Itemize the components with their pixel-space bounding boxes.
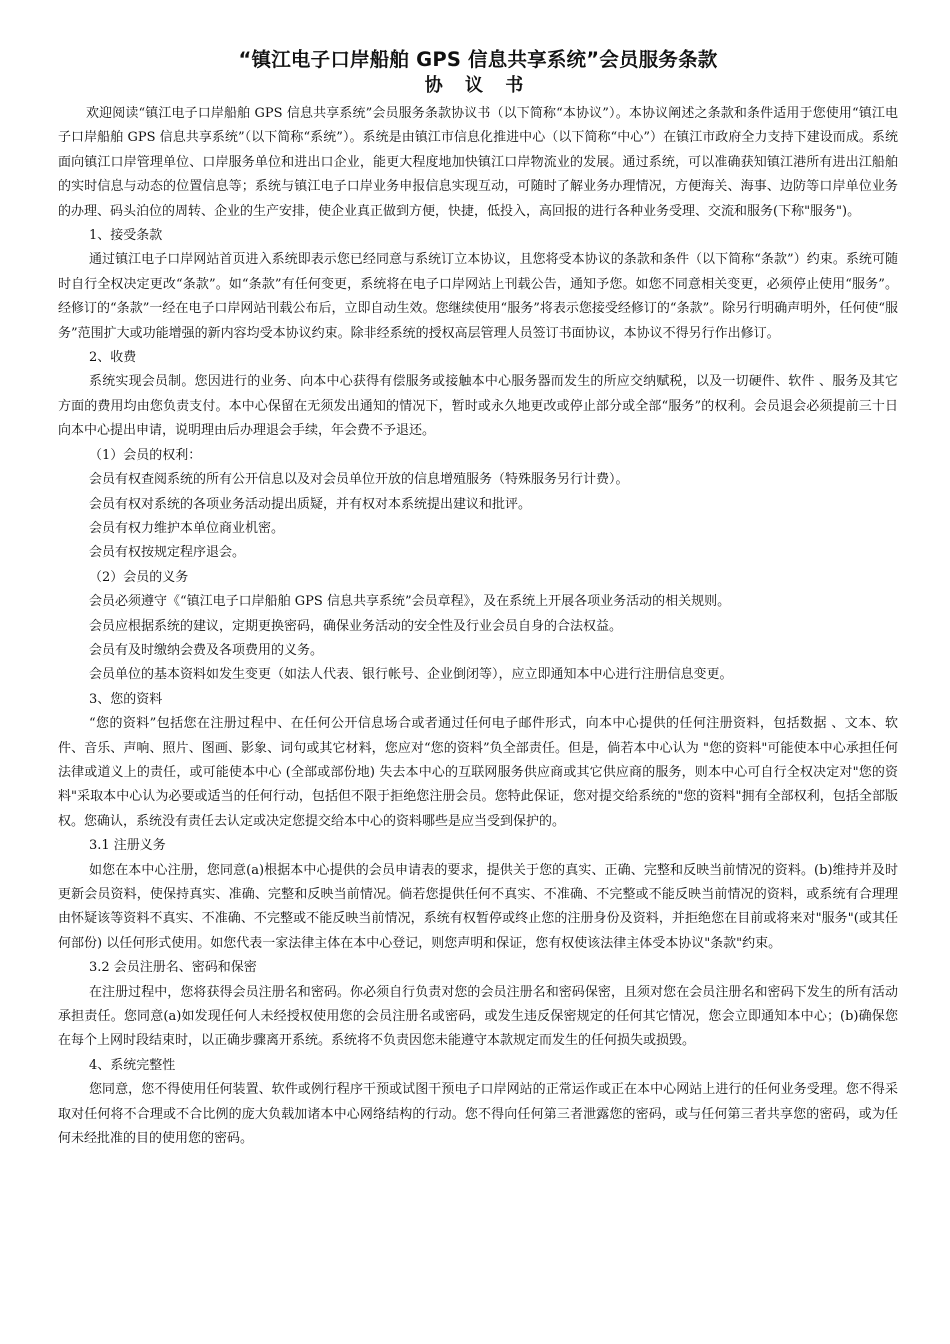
list-item: 会员必须遵守《“镇江电子口岸船舶 GPS 信息共享系统”会员章程》，及在系统上开展各项业务活动的相关规则。	[89, 594, 731, 610]
document-body	[58, 102, 898, 1151]
list-item: 会员有权查阅系统的所有公开信息以及对会员单位开放的信息增殖服务（特殊服务另行计费）。	[89, 472, 629, 488]
subsection-heading: （2）会员的义务	[89, 569, 189, 585]
intro-paragraph: 欢迎阅读“镇江电子口岸船舶 GPS 信息共享系统”会员服务条款协议书（以下简称“本协议”）。本协议阐述之条款和条件适用于您使用“镇江电子口岸船舶 GPS 信息共享系统”（以下简称“系统”）。系统是由镇江市信息化推进中心（以下简称“中心”）在镇江市政府全力支持下建设而成。系统面向镇江口岸管理单位、口岸服务单位和进出口企业，能更大程度地加快镇江口岸物流业的发展。通过系统，可以准确获知镇江港所有进出江船舶的实时信息与动态的位置信息等；系统与镇江电子口岸业务申报信息实现互动，可随时了解业务办理情况，方便海关、海事、边防等口岸单位业务的办理、码头泊位的周转、企业的生产安排，使企业真正做到方便，快捷，低投入，高回报的进行各种业务受理、交流和服务(下称"服务")。	[58, 106, 898, 219]
section-heading: 2、收费	[89, 350, 137, 366]
list-item: 会员有及时缴纳会费及各项费用的义务。	[89, 642, 324, 658]
body-paragraph: 在注册过程中，您将获得会员注册名和密码。你必须自行负责对您的会员注册名和密码保密，且须对您在会员注册名和密码下发生的所有活动承担责任。您同意(a)如发现任何人未经授权使用您的会员注册名或密码，或发生违反保密规定的任何其它情况，您会立即通知本中心；(b)确保您在每个上网时段结束时，以正确步骤离开系统。系统将不负责因您未能遵守本款规定而发生的任何损失或损毁。	[58, 984, 898, 1049]
list-item: 会员有权对系统的各项业务活动提出质疑，并有权对本系统提出建议和批评。	[89, 496, 532, 512]
subsection-heading: 3.2 会员注册名、密码和保密	[89, 960, 257, 976]
section-heading: 4、系统完整性	[89, 1057, 176, 1073]
list-item: 会员应根据系统的建议，定期更换密码，确保业务活动的安全性及行业会员自身的合法权益。	[89, 618, 623, 634]
body-paragraph: 如您在本中心注册，您同意(a)根据本中心提供的会员申请表的要求，提供关于您的真实、正确、完整和反映当前情况的资料。(b)维持并及时更新会员资料，使保持真实、准确、完整和反映当前情况。倘若您提供任何不真实、不准确、不完整或不能反映当前情况的资料，或系统有合理理由怀疑该等资料不真实、不准确、不完整或不能反映当前情况，系统有权暂停或终止您的注册身份及资料，并拒绝您在目前或将来对"服务"(或其任何部份) 以任何形式使用。如您代表一家法律主体在本中心登记，则您声明和保证，您有权使该法律主体受本协议"条款"约束。	[58, 862, 898, 951]
section-heading: 1、接受条款	[89, 228, 163, 244]
document-title: “镇江电子口岸船舶 GPS 信息共享系统”会员服务条款	[238, 48, 718, 71]
subsection-heading: 3.1 注册义务	[89, 838, 166, 854]
list-item: 会员有权力维护本单位商业机密。	[89, 520, 285, 536]
body-paragraph: 系统实现会员制。您因进行的业务、向本中心获得有偿服务或接触本中心服务器而发生的所应交纳赋税，以及一切硬件、软件 、服务及其它方面的费用均由您负责支付。本中心保留在无须发出通知的情况下，暂时或永久地更改或停止部分或全部“服务”的权利。会员退会必须提前三十日向本中心提出申请，说明理由后办理退会手续，年会费不予退还。	[58, 374, 898, 439]
section-heading: 3、您的资料	[89, 691, 163, 707]
body-paragraph: 通过镇江电子口岸网站首页进入系统即表示您已经同意与系统订立本协议，且您将受本协议的条款和条件（以下简称“条款”）约束。系统可随时自行全权决定更改“条款”。如“条款”有任何变更，系统将在电子口岸网站上刊载公告，通知予您。如您不同意相关变更，必须停止使用“服务”。经修订的“条款”一经在电子口岸网站刊载公布后，立即自动生效。您继续使用“服务”将表示您接受经修订的“条款”。除另行明确声明外，任何使“服务”范围扩大或功能增强的新内容均受本协议约束。除非经系统的授权高层管理人员签订书面协议，本协议不得另行作出修订。	[58, 252, 898, 341]
list-item: 会员有权按规定程序退会。	[89, 545, 246, 561]
body-paragraph: 您同意，您不得使用任何装置、软件或例行程序干预或试图干预电子口岸网站的正常运作或正在本中心网站上进行的任何业务受理。您不得采取对任何将不合理或不合比例的庞大负载加诸本中心网络结构的行动。您不得向任何第三者泄露您的密码，或与任何第三者共享您的密码，或为任何未经批准的目的使用您的密码。	[58, 1082, 898, 1147]
body-paragraph: “您的资料”包括您在注册过程中、在任何公开信息场合或者通过任何电子邮件形式，向本中心提供的任何注册资料，包括数据 、文本、软件、音乐、声响、照片、图画、影象、词句或其它材料，您应对“您的资料”负全部责任。但是，倘若本中心认为 "您的资料"可能使本中心承担任何法律或道义上的责任，或可能使本中心 (全部或部份地) 失去本中心的互联网服务供应商或其它供应商的服务，则本中心可自行全权决定对"您的资料"采取本中心认为必要或适当的任何行动，包括但不限于拒绝您注册会员。您特此保证，您对提交给系统的"您的资料"拥有全部权利，包括全部版权。您确认，系统没有责任去认定或决定您提交给本中心的资料哪些是应当受到保护的。	[58, 716, 898, 829]
subsection-heading: （1）会员的权利：	[89, 447, 202, 463]
document-subtitle: 协 议 书	[424, 75, 532, 96]
list-item: 会员单位的基本资料如发生变更（如法人代表、银行帐号、企业倒闭等），应立即通知本中心进行注册信息变更。	[89, 667, 733, 683]
